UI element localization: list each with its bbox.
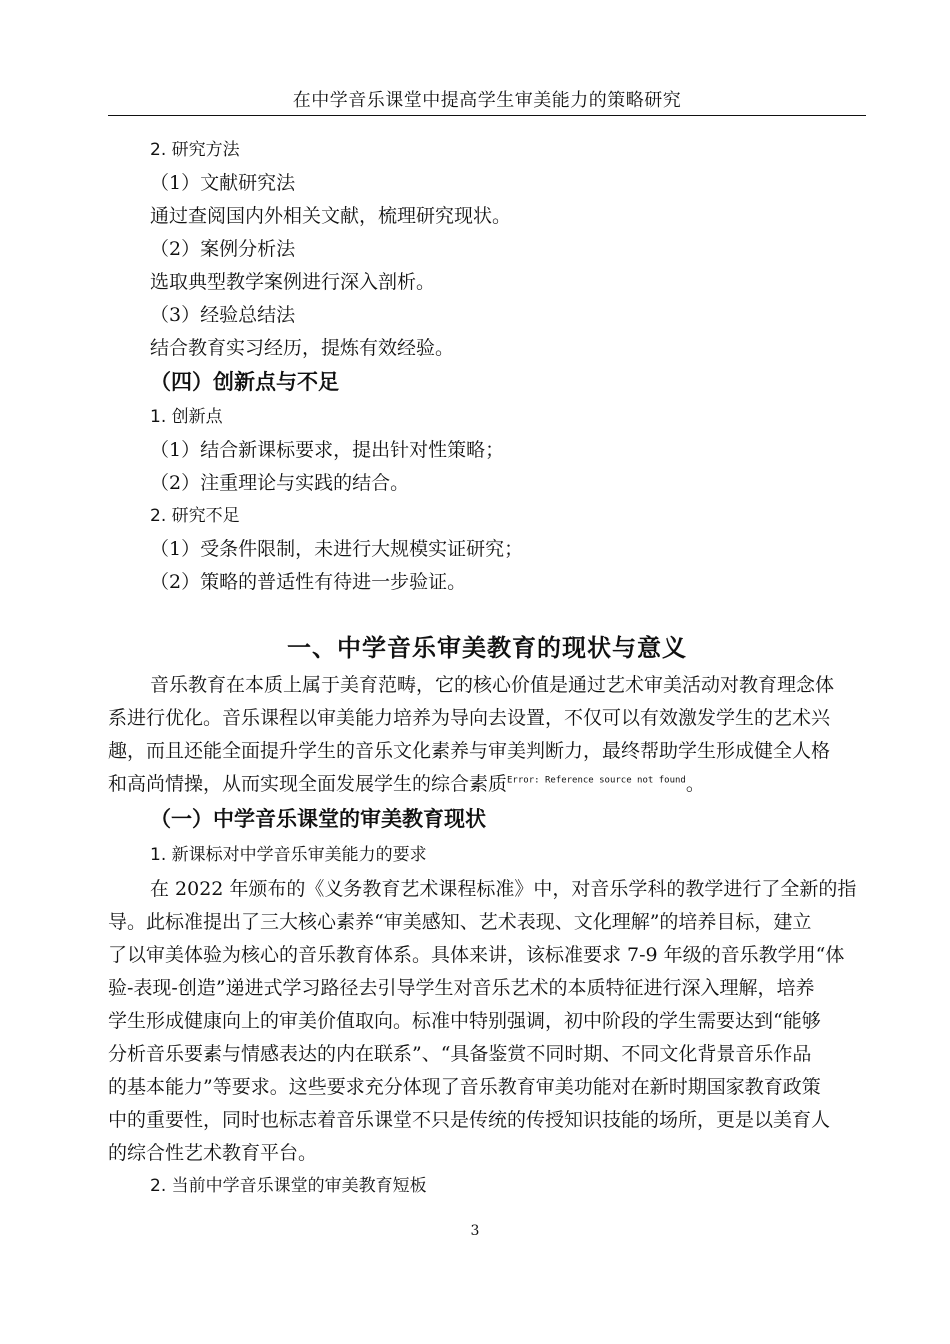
intro-line-last xyxy=(108,772,705,796)
innovation-point: （1）结合新课标要求，提出针对性策略； xyxy=(150,439,505,461)
method-label: （3）经验总结法 xyxy=(150,304,296,326)
limit-item: （1）受条件限制，未进行大规模实证研究； xyxy=(150,538,524,560)
method-desc: 结合教育实习经历，提炼有效经验。 xyxy=(150,337,455,359)
reference-error: Error: Reference source not found xyxy=(507,775,686,786)
body-line: 导。此标准提出了三大核心素养“审美感知、艺术表现、文化理解”的培养目标，建立 xyxy=(108,911,812,933)
body-line: 验-表现-创造”递进式学习路径去引导学生对音乐艺术的本质特征进行深入理解，培养 xyxy=(108,977,815,999)
page-number: 3 xyxy=(470,1223,480,1239)
body-line: 中的重要性，同时也标志着音乐课堂不只是传统的传授知识技能的场所，更是以美育人 xyxy=(108,1109,831,1131)
body-line: 的基本能力”等要求。这些要求充分体现了音乐教育审美功能对在新时期国家教育政策 xyxy=(108,1076,821,1098)
section-heading-innovation: （四）创新点与不足 xyxy=(150,370,339,394)
body-line: 的综合性艺术教育平台。 xyxy=(108,1142,318,1164)
running-header: 在中学音乐课堂中提高学生审美能力的策略研究 xyxy=(292,90,682,111)
subsection-heading: 1. 新课标对中学音乐审美能力的要求 xyxy=(150,845,427,865)
limits-heading: 2. 研究不足 xyxy=(150,506,240,526)
subsection-heading: 2. 当前中学音乐课堂的审美教育短板 xyxy=(150,1176,427,1196)
method-desc: 通过查阅国内外相关文献，梳理研究现状。 xyxy=(150,205,512,227)
body-line: 了以审美体验为核心的音乐教育体系。具体来讲，该标准要求 7-9 年级的音乐教学用“体 xyxy=(108,944,845,966)
limit-item: （2）策略的普适性有待进一步验证。 xyxy=(150,571,467,593)
method-desc: 选取典型教学案例进行深入剖析。 xyxy=(150,271,436,293)
body-line: 分析音乐要素与情感表达的内在联系”、“具备鉴赏不同时期、不同文化背景音乐作品 xyxy=(108,1043,812,1065)
innovation-points-heading: 1. 创新点 xyxy=(150,407,223,427)
intro-text: 和高尚情操，从而实现全面发展学生的综合素质 xyxy=(108,773,508,795)
chapter-title: 一、中学音乐审美教育的现状与意义 xyxy=(287,634,687,662)
intro-line: 音乐教育在本质上属于美育范畴，它的核心价值是通过艺术审美活动对教育理念体 xyxy=(150,674,835,696)
header-rule xyxy=(108,115,866,116)
intro-line: 趣，而且还能全面提升学生的音乐文化素养与审美判断力，最终帮助学生形成健全人格 xyxy=(108,740,831,762)
intro-line: 系进行优化。音乐课程以审美能力培养为导向去设置，不仅可以有效激发学生的艺术兴 xyxy=(108,707,831,729)
body-line: 在 2022 年颁布的《义务教育艺术课程标准》中，对音乐学科的教学进行了全新的指 xyxy=(150,878,857,900)
method-label: （2）案例分析法 xyxy=(150,238,296,260)
intro-end: 。 xyxy=(685,773,705,795)
body-line: 学生形成健康向上的审美价值取向。标准中特别强调，初中阶段的学生需要达到“能够 xyxy=(108,1010,821,1032)
innovation-point: （2）注重理论与实践的结合。 xyxy=(150,472,410,494)
methods-heading: 2. 研究方法 xyxy=(150,140,240,160)
method-label: （1）文献研究法 xyxy=(150,172,296,194)
section-heading-status: （一）中学音乐课堂的审美教育现状 xyxy=(150,807,486,831)
